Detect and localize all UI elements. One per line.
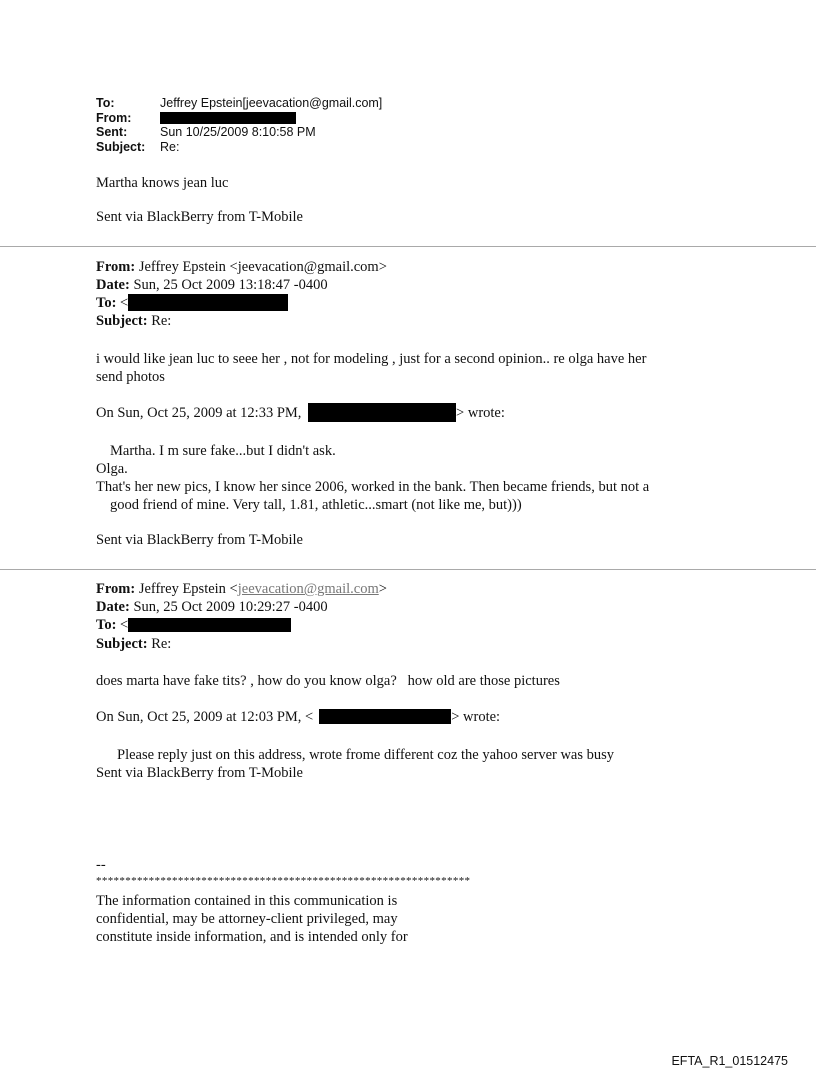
- msg3-quote-suffix: > wrote:: [451, 709, 501, 725]
- msg1-body: Martha knows jean luc: [96, 175, 229, 191]
- msg2-from-line: [96, 258, 387, 276]
- redaction-box: [128, 294, 288, 311]
- msg3-to-prefix: <: [120, 617, 129, 633]
- msg3-from-email-link[interactable]: jeevacation@gmail.com: [237, 581, 379, 597]
- msg2-date-value: Sun, 25 Oct 2009 13:18:47 -0400: [133, 277, 328, 293]
- msg3-date-label: Date:: [96, 599, 130, 615]
- disclaimer-dashes: --: [96, 857, 106, 873]
- divider-line: [0, 569, 816, 570]
- disclaimer-stars: ****************************************************************: [96, 875, 471, 887]
- email-header: [96, 96, 382, 154]
- msg2-quote-suffix: > wrote:: [456, 405, 505, 421]
- header-to-label: To:: [96, 96, 115, 110]
- redaction-box: [308, 403, 456, 422]
- msg3-to-line: [96, 616, 291, 634]
- msg3-quote-attribution: [96, 708, 500, 726]
- redaction-box: [160, 112, 296, 124]
- header-subject-label: Subject:: [96, 139, 146, 154]
- msg2-quote-line3: That's her new pics, I know her since 2006, worked in the bank. Then became friends, but not a: [96, 479, 650, 495]
- header-from-row: [96, 111, 382, 126]
- msg3-to-label: To:: [96, 617, 117, 633]
- redaction-box: [319, 709, 451, 724]
- msg2-to-label: To:: [96, 295, 117, 311]
- msg3-from-label: From:: [96, 581, 136, 597]
- msg2-signature: Sent via BlackBerry from T-Mobile: [96, 532, 303, 548]
- header-from-label: From:: [96, 110, 132, 125]
- msg2-from-label: From:: [96, 259, 136, 275]
- document-id: EFTA_R1_01512475: [671, 1054, 788, 1068]
- msg1-signature: Sent via BlackBerry from T-Mobile: [96, 209, 303, 225]
- header-sent-row: [96, 125, 382, 140]
- redaction-box: [128, 618, 291, 632]
- msg2-to-line: [96, 294, 288, 312]
- msg3-date-value: Sun, 25 Oct 2009 10:29:27 -0400: [133, 599, 328, 615]
- header-to-value: Jeffrey Epstein[jeevacation@gmail.com]: [160, 96, 383, 110]
- msg3-subject-line: [96, 635, 171, 653]
- msg2-quote-line4: good friend of mine. Very tall, 1.81, athletic...smart (not like me, but))): [110, 497, 522, 513]
- msg3-quote-prefix: On Sun, Oct 25, 2009 at 12:03 PM, <: [96, 709, 314, 725]
- msg3-subject-label: Subject:: [96, 636, 148, 652]
- msg2-body-line1: i would like jean luc to seee her , not for modeling , just for a second opinion.. re olga have her: [96, 351, 647, 367]
- msg2-subject-label: Subject:: [96, 313, 148, 329]
- msg2-subject-value: Re:: [151, 313, 172, 329]
- msg3-from-close: >: [378, 581, 387, 597]
- msg3-date-line: [96, 598, 328, 616]
- disclaimer-line2: confidential, may be attorney-client privileged, may: [96, 911, 398, 927]
- msg2-date-label: Date:: [96, 277, 130, 293]
- msg3-from-name: Jeffrey Epstein <: [138, 581, 238, 597]
- header-sent-value: Sun 10/25/2009 8:10:58 PM: [160, 125, 316, 139]
- msg3-subject-value: Re:: [151, 636, 172, 652]
- msg2-to-prefix: <: [120, 295, 129, 311]
- header-subject-row: [96, 140, 382, 155]
- msg2-body-line2: send photos: [96, 369, 165, 385]
- disclaimer-line1: The information contained in this communication is: [96, 893, 398, 909]
- msg2-from-value: Jeffrey Epstein <jeevacation@gmail.com>: [138, 259, 387, 275]
- disclaimer-line3: constitute inside information, and is intended only for: [96, 929, 408, 945]
- header-to-row: [96, 96, 382, 111]
- divider-line: [0, 246, 816, 247]
- msg2-quote-line1: Martha. I m sure fake...but I didn't ask.: [110, 443, 336, 459]
- msg3-quote-line2: Sent via BlackBerry from T-Mobile: [96, 765, 303, 781]
- msg3-quote-line1: Please reply just on this address, wrote frome different coz the yahoo server was busy: [117, 747, 615, 763]
- msg2-date-line: [96, 276, 328, 294]
- header-subject-value: Re:: [160, 139, 180, 154]
- msg3-from-line: [96, 580, 387, 598]
- msg3-body: does marta have fake tits? , how do you know olga? how old are those pictures: [96, 673, 560, 689]
- msg2-quote-line2: Olga.: [96, 461, 128, 477]
- msg2-quote-prefix: On Sun, Oct 25, 2009 at 12:33 PM,: [96, 405, 302, 421]
- msg2-subject-line: [96, 312, 171, 330]
- msg2-quote-attribution: [96, 404, 505, 422]
- header-sent-label: Sent:: [96, 125, 128, 139]
